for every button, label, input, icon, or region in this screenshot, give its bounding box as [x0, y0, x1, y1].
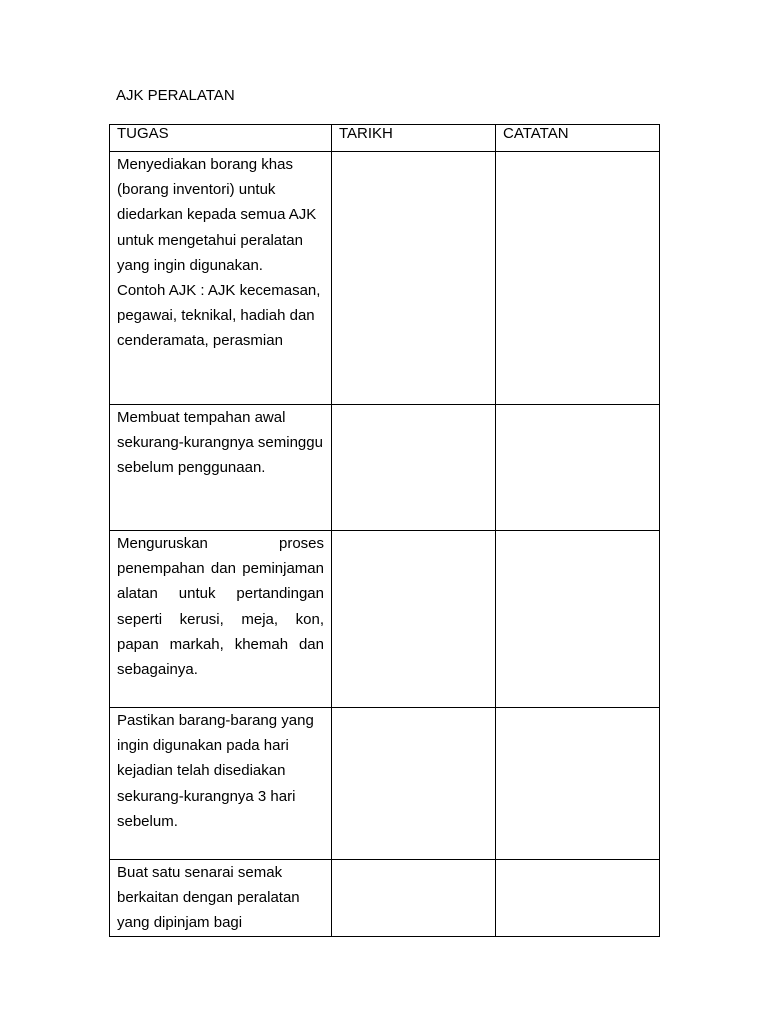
- tarikh-cell: [332, 152, 496, 405]
- table-header-row: [110, 125, 660, 152]
- document-heading: AJK PERALATAN: [116, 87, 235, 104]
- tarikh-cell: [332, 860, 496, 937]
- tugas-cell: [110, 860, 332, 937]
- tugas-cell: [110, 405, 332, 531]
- tugas-cell: [110, 531, 332, 708]
- catatan-cell: [496, 405, 660, 531]
- header-tugas: TUGAS: [110, 125, 332, 152]
- table-row: [110, 152, 660, 405]
- header-tarikh: TARIKH: [332, 125, 496, 152]
- tugas-text: Pastikan barang-barang yang ingin digunakan pada hari kejadian telah disediakan sekurang-kurangnya 3 hari sebelum.: [117, 712, 314, 830]
- catatan-cell: [496, 531, 660, 708]
- task-table: [109, 124, 660, 937]
- tarikh-cell: [332, 405, 496, 531]
- tugas-cell: [110, 152, 332, 405]
- table-row: [110, 860, 660, 937]
- tugas-text: Membuat tempahan awal sekurang-kurangnya seminggu sebelum penggunaan.: [117, 409, 323, 477]
- table-row: [110, 531, 660, 708]
- tarikh-cell: [332, 708, 496, 860]
- table-row: [110, 405, 660, 531]
- tugas-text: Menyediakan borang khas (borang inventori) untuk diedarkan kepada semua AJK untuk mengetahui peralatan yang ingin digunakan.: [117, 156, 317, 274]
- tarikh-cell: [332, 531, 496, 708]
- table-row: [110, 708, 660, 860]
- catatan-cell: [496, 152, 660, 405]
- tugas-text: Menguruskan proses penempahan dan peminjaman alatan untuk pertandingan seperti kerusi, meja, kon, papan markah, khemah dan sebagainya.: [117, 535, 324, 679]
- header-catatan: CATATAN: [496, 125, 660, 152]
- tugas-text: Buat satu senarai semak berkaitan dengan peralatan yang dipinjam bagi: [117, 864, 300, 932]
- tugas-cell: [110, 708, 332, 860]
- catatan-cell: [496, 860, 660, 937]
- tugas-note: Contoh AJK : AJK kecemasan, pegawai, teknikal, hadiah dan cenderamata, perasmian: [117, 282, 321, 350]
- catatan-cell: [496, 708, 660, 860]
